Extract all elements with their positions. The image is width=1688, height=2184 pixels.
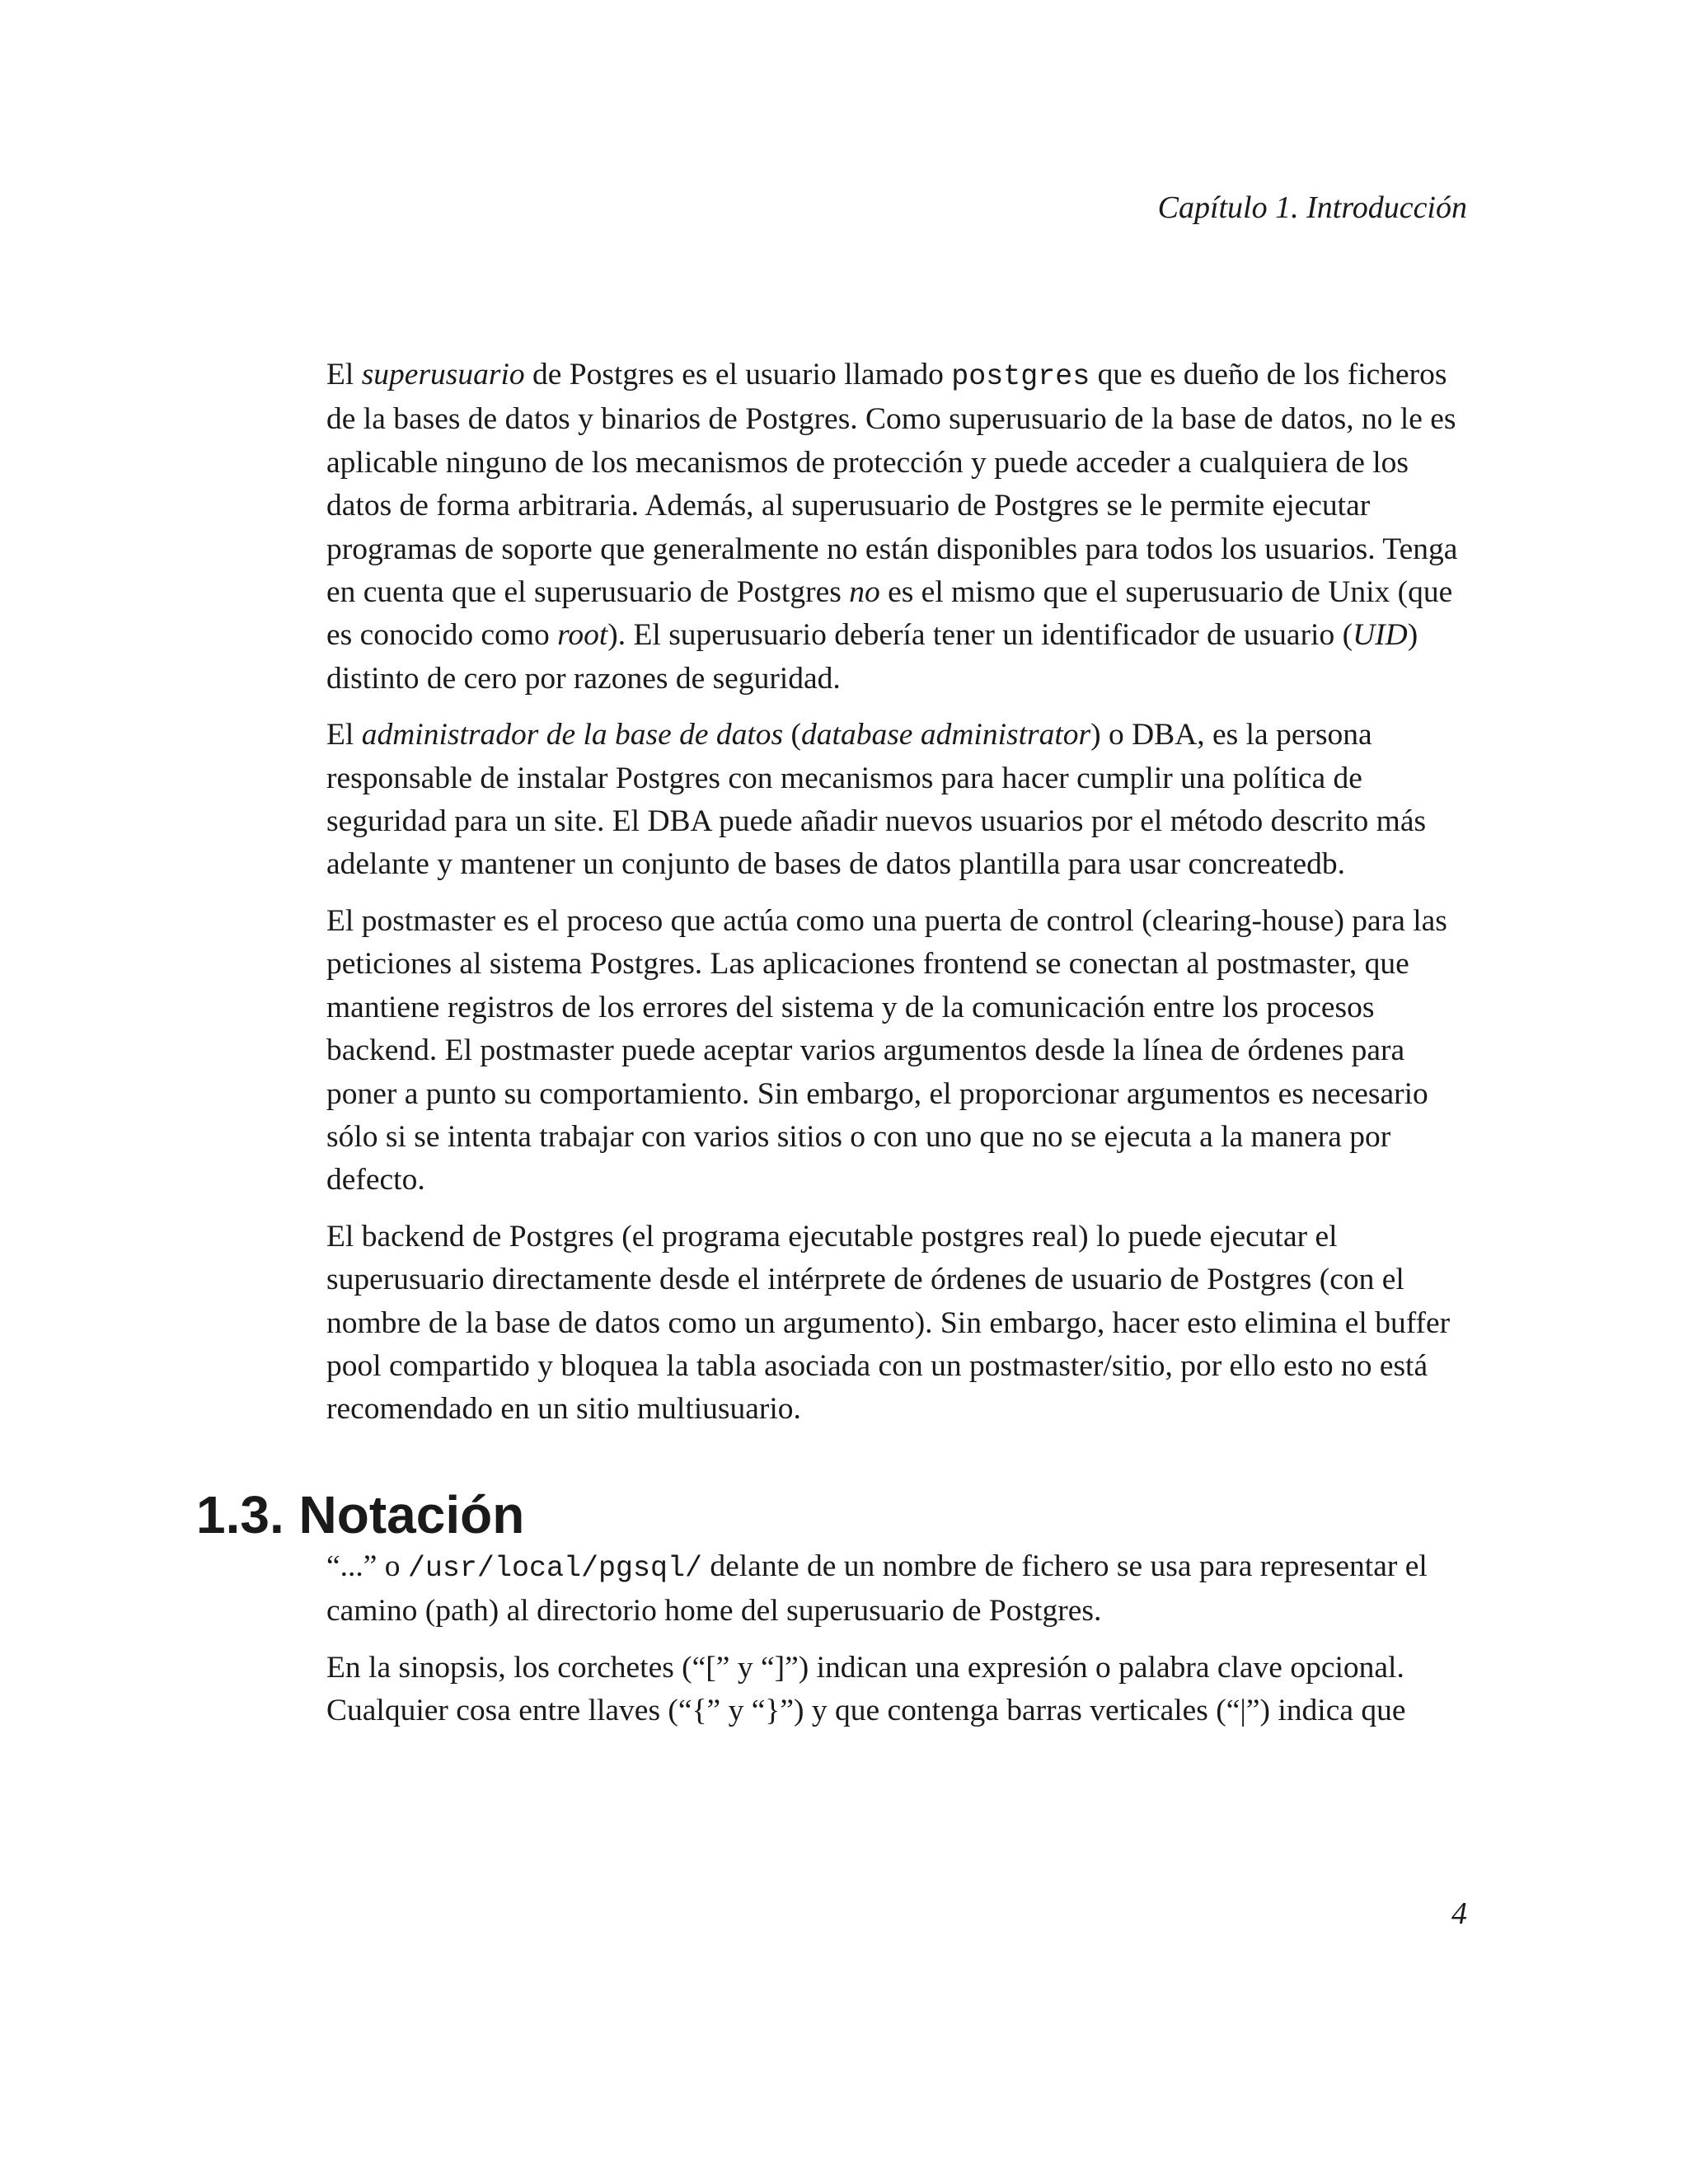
text-run: (: [783, 718, 802, 752]
text-run: El: [326, 718, 362, 752]
emphasis-term: UID: [1353, 618, 1408, 653]
body-text-block: [326, 354, 1472, 1432]
text-run: ) distinto de cero por razones de seguridad.: [326, 618, 1418, 696]
running-header: Capítulo 1. Introducción: [1157, 190, 1467, 225]
emphasis-term: root: [557, 618, 608, 653]
emphasis-term: superusuario: [361, 358, 525, 391]
text-run: delante de un nombre de fichero se usa para representar el camino (path) al directorio home del superusuario de Postgres.: [326, 1549, 1428, 1629]
text-run: de Postgres es el usuario llamado: [524, 358, 952, 391]
code-term: postgres: [951, 360, 1090, 393]
section-body: [326, 1545, 1472, 1733]
emphasis-term: database administrator: [801, 718, 1091, 752]
paragraph-notation-synopsis: En la sinopsis, los corchetes (“[” y “]”) indican una expresión o palabra clave opcional. Cualquier cosa entre llaves (“{” y “}”) y que contenga barras verticales (“|”) indica que: [326, 1650, 1406, 1728]
text-run: ) o DBA, es la persona responsable de instalar Postgres con mecanismos para hacer cumplir una política de seguridad para un site. El DBA puede añadir nuevos usuarios por el método descrito más adelante y mantener un conjunto de bases de datos plantilla para usar concreatedb.: [326, 718, 1427, 882]
paragraph-administrador: [326, 714, 1472, 887]
emphasis-term: no: [849, 575, 880, 610]
text-run: “...” o: [326, 1549, 408, 1583]
text-run: que es dueño de los ficheros de la bases de datos y binarios de Postgres. Como superusuario de la base de datos, no le es aplicable ninguno de los mecanismos de protección y puede acceder a cualquiera de los datos de forma arbitraria. Además, al superusuario de Postgres se le permite ejecutar programas de soporte que generalmente no están disponibles para todos los usuarios. Tenga en cuenta que el superusuario de Postgres: [326, 358, 1458, 610]
paragraph-backend: El backend de Postgres (el programa ejecutable postgres real) lo puede ejecutar el superusuario directamente desde el intérprete de órdenes de usuario de Postgres (con el nombre de la base de datos como un argumento). Sin embargo, hacer esto elimina el buffer pool compartido y bloquea la tabla asociada con un postmaster/sitio, por ello esto no está recomendado en un sitio multiusuario.: [326, 1219, 1451, 1427]
paragraph-postmaster: El postmaster es el proceso que actúa como una puerta de control (clearing-house) para las peticiones al sistema Postgres. Las aplicaciones frontend se conectan al postmaster, que mantiene registros de los errores del sistema y de la comunicación entre los procesos backend. El postmaster puede aceptar varios argumentos desde la línea de órdenes para poner a punto su comportamiento. Sin embargo, el proporcionar argumentos es necesario sólo si se intenta trabajar con varios sitios o con uno que no se ejecuta a la manera por defecto.: [326, 903, 1447, 1197]
text-run: ). El superusuario debería tener un identificador de usuario (: [607, 618, 1353, 653]
section-heading: 1.3. Notación: [196, 1485, 525, 1544]
text-run: El: [326, 358, 362, 391]
paragraph-superusuario: [326, 354, 1472, 701]
paragraph-notation-path: [326, 1545, 1472, 1633]
text-run: es el mismo que el superusuario de Unix (que es conocido como: [326, 575, 1453, 653]
page-number: 4: [1451, 1896, 1467, 1931]
emphasis-term: administrador de la base de datos: [361, 718, 784, 752]
code-term: /usr/local/pgsql/: [407, 1552, 702, 1585]
